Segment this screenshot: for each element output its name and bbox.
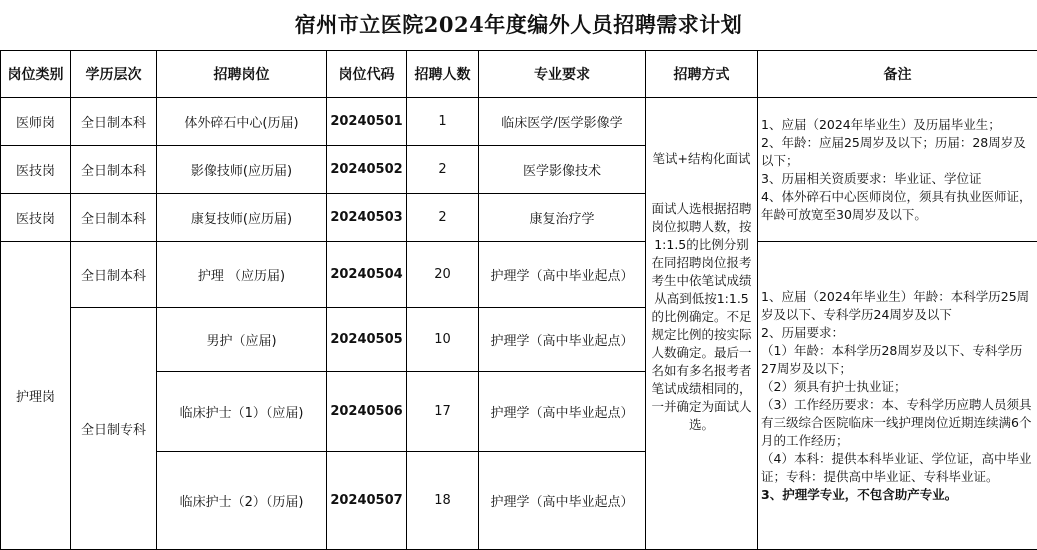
cell-code: 20240502	[327, 146, 407, 194]
note-line: （1）年龄：本科学历28周岁及以下、专科学历27周岁及以下；	[761, 342, 1023, 376]
cell-category: 医师岗	[1, 98, 71, 146]
note-line: 1、应届（2024年毕业生）及历届毕业生；	[761, 116, 1001, 132]
method-selection-rule: 面试人选根据招聘岗位拟聘人数，按1:1.5的比例分别在同招聘岗位报考考生中依笔试成绩从高到低按1:1.5的比例确定。不足规定比例的按实际人数确定。最后一名如有多名报考者笔试成绩相同的，一并确定为面试人选。	[651, 201, 752, 432]
recruitment-table	[0, 50, 1037, 550]
cell-count: 2	[407, 146, 479, 194]
cell-code: 20240504	[327, 242, 407, 308]
cell-position: 护理 （应历届)	[157, 242, 327, 308]
cell-position: 男护（应届)	[157, 308, 327, 372]
method-written-interview: 笔试+结构化面试	[652, 151, 751, 166]
cell-major: 护理学（高中毕业起点）	[479, 308, 646, 372]
cell-category: 医技岗	[1, 146, 71, 194]
cell-education-college: 全日制专科	[71, 308, 157, 550]
note-line-bold: 3、护理学专业，不包含助产专业。	[761, 486, 958, 502]
recruitment-method-cell	[646, 98, 758, 550]
table-header-row	[1, 51, 1037, 98]
note-line: 2、历届要求：	[761, 324, 844, 340]
note-line: （4）本科：提供本科毕业证、学位证，高中毕业证；专科：提供高中毕业证、专科毕业证。	[761, 450, 1032, 484]
cell-position: 临床护士（2）（历届)	[157, 452, 327, 550]
cell-education: 全日制本科	[71, 146, 157, 194]
cell-code: 20240505	[327, 308, 407, 372]
cell-major: 护理学（高中毕业起点）	[479, 242, 646, 308]
cell-count: 1	[407, 98, 479, 146]
cell-education: 全日制本科	[71, 194, 157, 242]
cell-code: 20240507	[327, 452, 407, 550]
cell-category-nursing: 护理岗	[1, 242, 71, 550]
table-row	[1, 98, 1037, 146]
cell-count: 10	[407, 308, 479, 372]
header-method: 招聘方式	[646, 51, 758, 98]
cell-position: 影像技师(应历届)	[157, 146, 327, 194]
cell-code: 20240506	[327, 372, 407, 452]
table-row	[1, 242, 1037, 308]
cell-major: 医学影像技术	[479, 146, 646, 194]
note-line: 2、年龄：应届25周岁及以下；历届：28周岁及以下；	[761, 134, 1026, 168]
cell-major: 康复治疗学	[479, 194, 646, 242]
note-line: （2）须具有护士执业证；	[761, 378, 907, 394]
cell-code: 20240503	[327, 194, 407, 242]
header-notes: 备注	[758, 51, 1037, 98]
note-line: （3）工作经历要求：本、专科学历应聘人员须具有三级综合医院临床一线护理岗位近期连续满6个月的工作经历；	[761, 396, 1032, 448]
header-major: 专业要求	[479, 51, 646, 98]
cell-position: 体外碎石中心(历届)	[157, 98, 327, 146]
notes-top-cell	[758, 98, 1037, 242]
cell-major: 护理学（高中毕业起点）	[479, 452, 646, 550]
cell-major: 护理学（高中毕业起点）	[479, 372, 646, 452]
header-category: 岗位类别	[1, 51, 71, 98]
header-position: 招聘岗位	[157, 51, 327, 98]
note-line: 3、历届相关资质要求：毕业证、学位证	[761, 170, 982, 186]
cell-count: 20	[407, 242, 479, 308]
note-line: 4、体外碎石中心医师岗位，须具有执业医师证，年龄可放宽至30周岁及以下。	[761, 188, 1032, 222]
header-count: 招聘人数	[407, 51, 479, 98]
cell-category: 医技岗	[1, 194, 71, 242]
cell-count: 17	[407, 372, 479, 452]
header-code: 岗位代码	[327, 51, 407, 98]
cell-code: 20240501	[327, 98, 407, 146]
cell-education: 全日制本科	[71, 242, 157, 308]
notes-bottom-cell	[758, 242, 1037, 550]
cell-count: 18	[407, 452, 479, 550]
cell-position: 临床护士（1）（应届)	[157, 372, 327, 452]
page-title: 宿州市立医院2024年度编外人员招聘需求计划	[294, 12, 743, 37]
header-education: 学历层次	[71, 51, 157, 98]
cell-education: 全日制本科	[71, 98, 157, 146]
cell-count: 2	[407, 194, 479, 242]
cell-position: 康复技师(应历届)	[157, 194, 327, 242]
cell-major: 临床医学/医学影像学	[479, 98, 646, 146]
note-line: 1、应届（2024年毕业生）年龄：本科学历25周岁及以下、专科学历24周岁及以下	[761, 288, 1030, 322]
